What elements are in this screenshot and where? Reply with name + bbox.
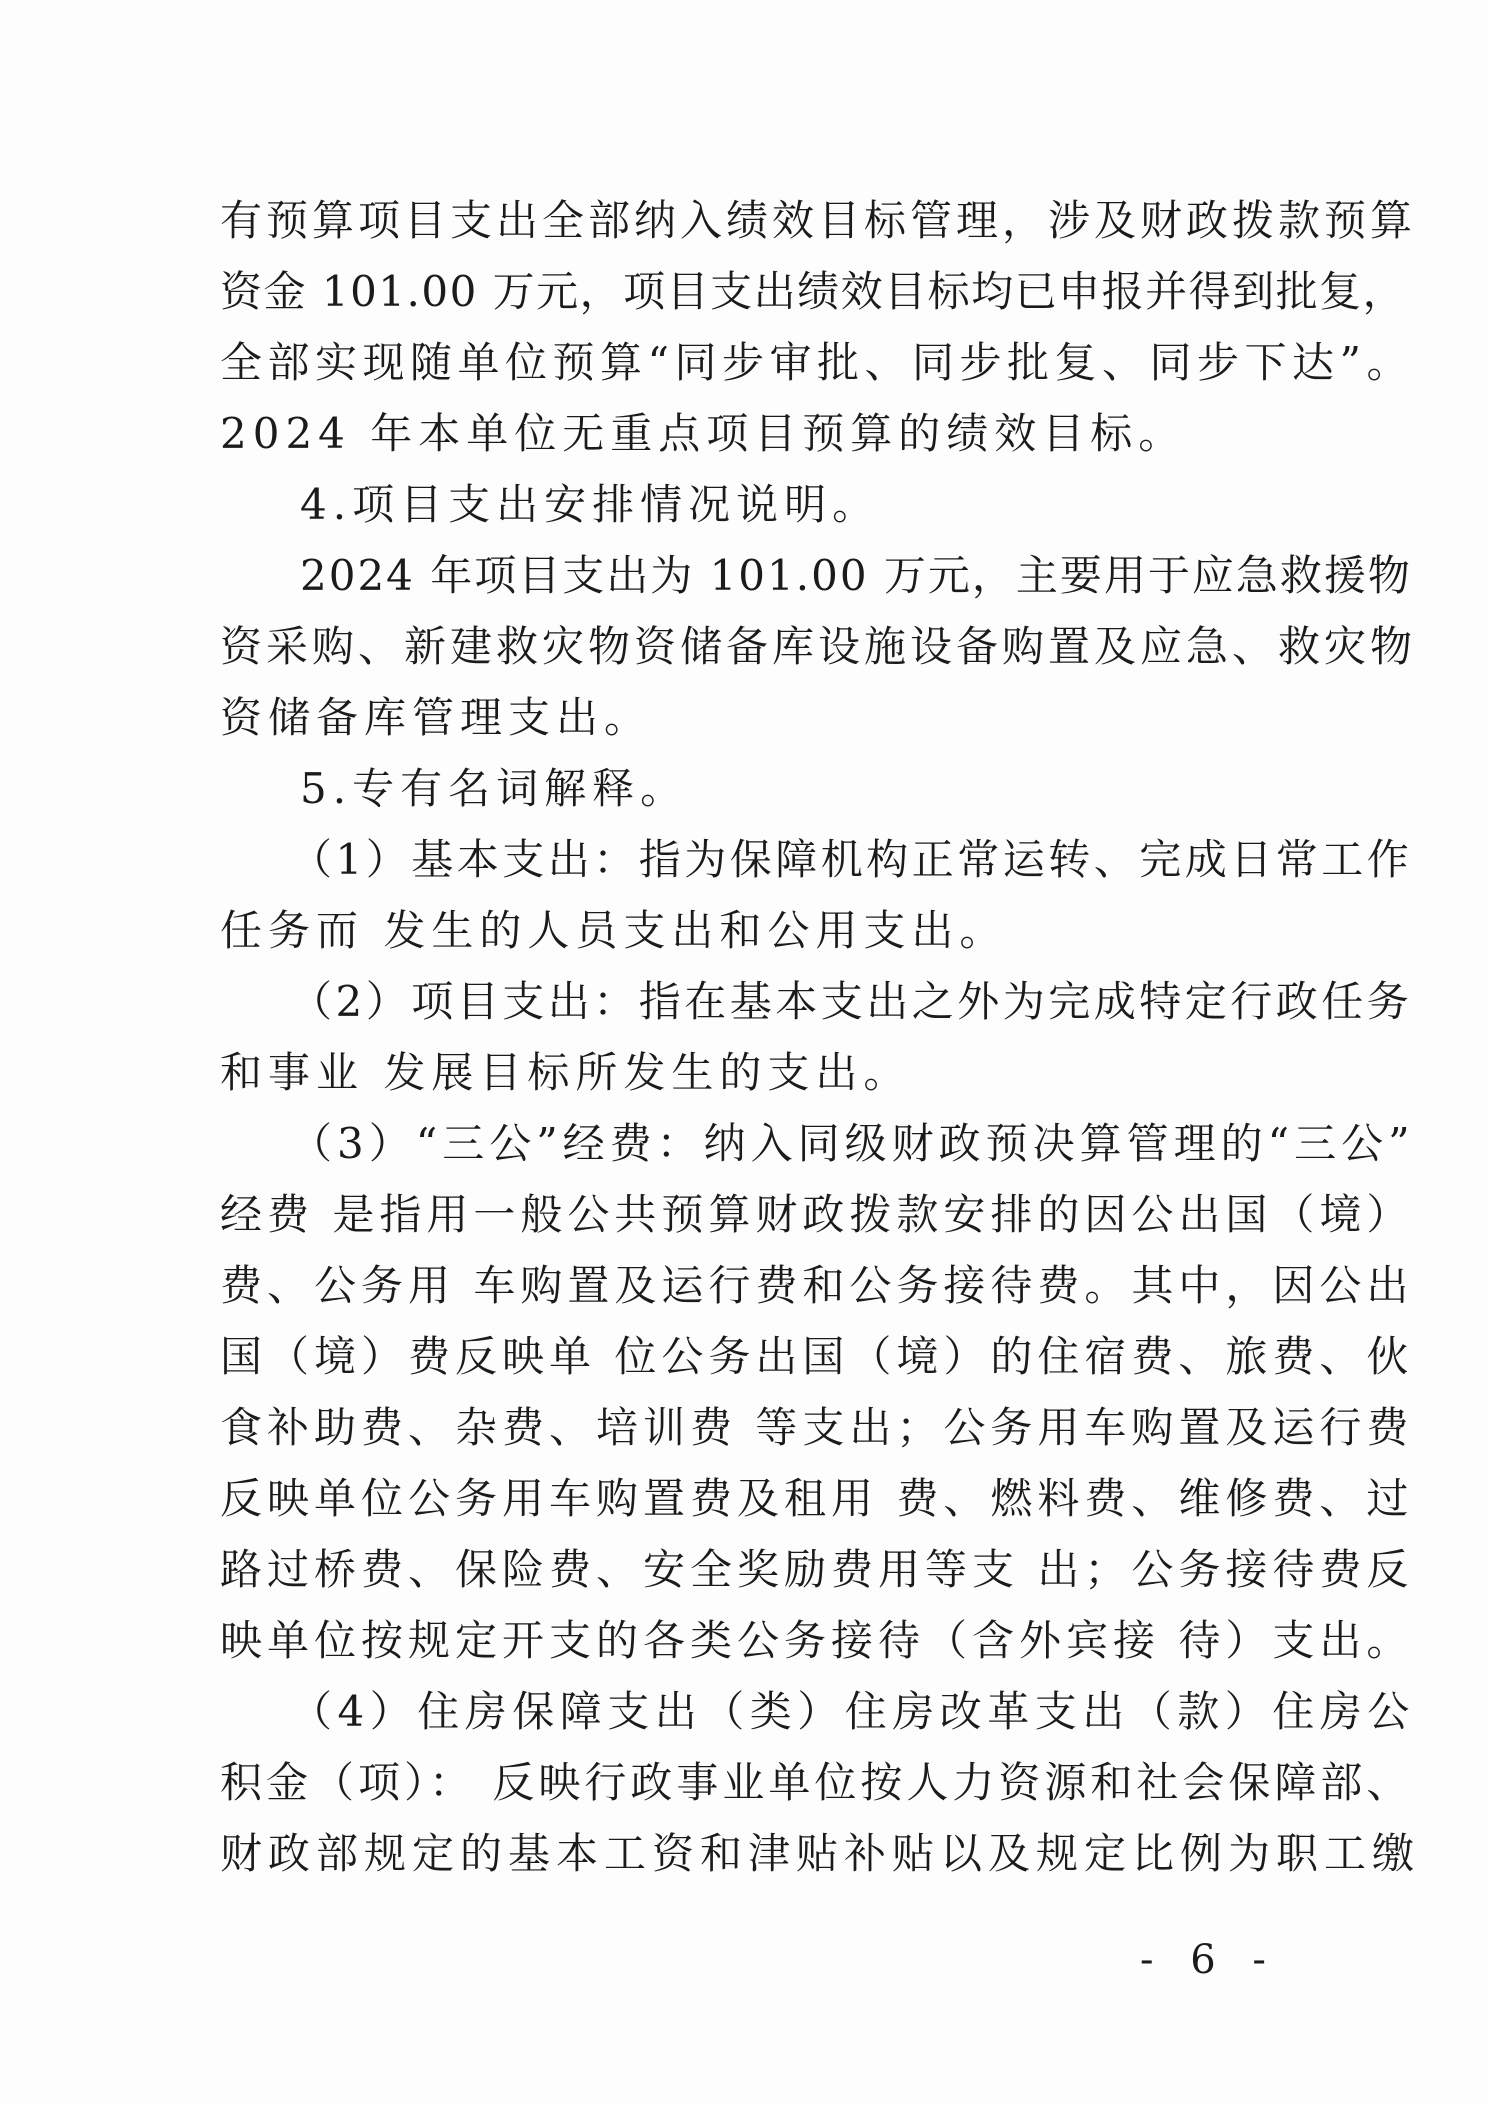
paragraph-line: 2024 年项目支出为 101.00 万元，主要用于应急救援物 [300,551,1412,600]
paragraph-line: 国（境）费反映单 位公务出国（境）的住宿费、旅费、伙 [220,1332,1414,1381]
paragraph-line: 和事业 发展目标所发生的支出。 [220,1048,912,1097]
paragraph-line: （2）项目支出：指在基本支出之外为完成特定行政任务 [290,977,1413,1026]
paragraph-line: （3）“三公”经费：纳入同级财政预决算管理的“三公” [290,1119,1415,1168]
paragraph-line: 财政部规定的基本工资和津贴补贴以及规定比例为职工缴 [220,1829,1421,1878]
paragraph-line: 任务而 发生的人员支出和公用支出。 [220,906,1008,955]
page-number: - 6 - [1140,1937,1278,1983]
paragraph-line: 资储备库管理支出。 [220,693,653,742]
paragraph-line: 食补助费、杂费、培训费 等支出；公务用车购置及运行费 [220,1403,1414,1452]
section-heading: 4.项目支出安排情况说明。 [300,480,881,529]
paragraph-line: 经费 是指用一般公共预算财政拨款安排的因公出国（境） [220,1190,1414,1239]
paragraph-line: 路过桥费、保险费、安全奖励费用等支 出；公务接待费反 [220,1545,1414,1594]
paragraph-line: 映单位按规定开支的各类公务接待（含外宾接 待）支出。 [220,1616,1414,1665]
paragraph-line: 反映单位公务用车购置费及租用 费、燃料费、维修费、过 [220,1474,1414,1523]
paragraph-line: 全部实现随单位预算“同步审批、同步批复、同步下达”。 [220,338,1414,387]
section-heading: 5.专有名词解释。 [300,764,689,813]
paragraph-line: 资采购、新建救灾物资储备库设施设备购置及应急、救灾物 [220,622,1417,671]
paragraph-line: 资金 101.00 万元，项目支出绩效目标均已申报并得到批复， [220,267,1407,316]
paragraph-line: 2024 年本单位无重点项目预算的绩效目标。 [220,409,1187,458]
paragraph-line: （4）住房保障支出（类）住房改革支出（款）住房公 [290,1687,1415,1736]
paragraph-line: （1）基本支出：指为保障机构正常运转、完成日常工作 [290,835,1413,884]
paragraph-line: 有预算项目支出全部纳入绩效目标管理，涉及财政拨款预算 [220,196,1417,245]
paragraph-line: 积金（项）： 反映行政事业单位按人力资源和社会保障部、 [220,1758,1413,1807]
paragraph-line: 费、公务用 车购置及运行费和公务接待费。其中，因公出 [220,1261,1414,1310]
